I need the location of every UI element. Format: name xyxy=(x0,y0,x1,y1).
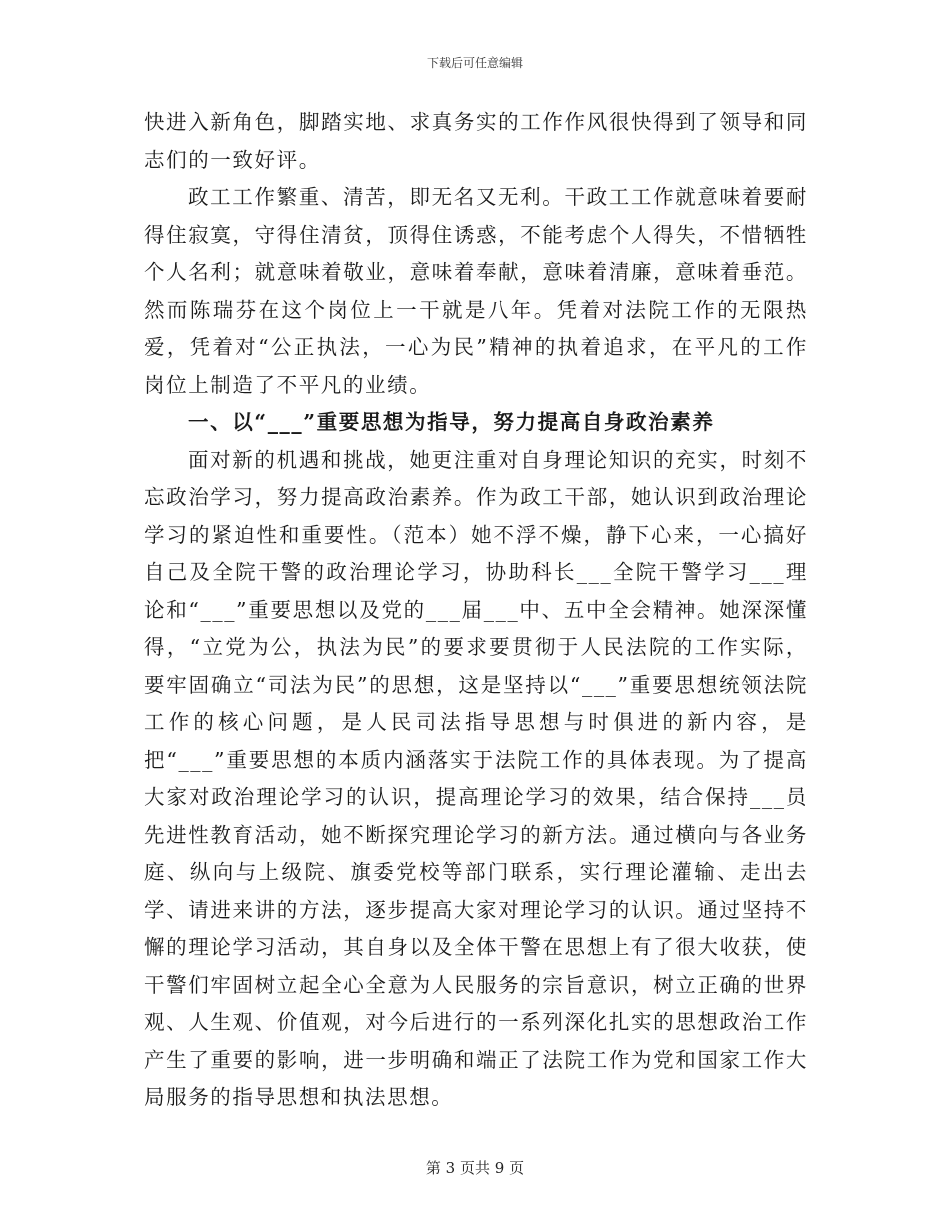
page-footer: 第 3 页共 9 页 xyxy=(425,1159,525,1177)
paragraph-continuation: 快进入新角色，脚踏实地、求真务实的工作作风很快得到了领导和同志们的一致好评。 xyxy=(144,110,808,172)
section-heading: 一、以“___”重要思想为指导，努力提高自身政治素养 xyxy=(188,410,715,434)
document-body xyxy=(144,104,808,1117)
page-header: 下载后可任意编辑 xyxy=(426,56,523,70)
paragraph-political-work: 政工工作繁重、清苦，即无名又无利。干政工工作就意味着要耐得住寂寞，守得住清贫，顶得住诱惑，不能考虑个人得失，不惜牺牲个人名利；就意味着敬业，意味着奉献，意味着清廉，意味着垂范。然而陈瑞芬在这个岗位上一干就是八年。凭着对法院工作的无限热爱，凭着对“公正执法，一心为民”精神的执着追求，在平凡的工作岗位上制造了不平凡的业绩。 xyxy=(144,185,808,397)
paragraph-theory-study: 面对新的机遇和挑战，她更注重对自身理论知识的充实，时刻不忘政治学习，努力提高政治素养。作为政工干部，她认识到政治理论学习的紧迫性和重要性。（范本）她不浮不燥，静下心来，一心搞好自己及全院干警的政治理论学习，协助科长___全院干警学习___理论和“___”重要思想以及党的___届___中、五中全会精神。她深深懂得，“立党为公，执法为民”的要求要贯彻于人民法院的工作实际，要牢固确立“司法为民”的思想，这是坚持以“___”重要思想统领法院工作的核心问题，是人民司法指导思想与时俱进的新内容，是把“___”重要思想的本质内涵落实于法院工作的具体表现。为了提高大家对政治理论学习的认识，提高理论学习的效果，结合保持___员先进性教育活动，她不断探究理论学习的新方法。通过横向与各业务庭、纵向与上级院、旗委党校等部门联系，实行理论灌输、走出去学、请进来讲的方法，逐步提高大家对理论学习的认识。通过坚持不懈的理论学习活动，其自身以及全体干警在思想上有了很大收获，使干警们牢固树立起全心全意为人民服务的宗旨意识，树立正确的世界观、人生观、价值观，对今后进行的一系列深化扎实的思想政治工作产生了重要的影响，进一步明确和端正了法院工作为党和国家工作大局服务的指导思想和执法思想。 xyxy=(144,447,808,1109)
